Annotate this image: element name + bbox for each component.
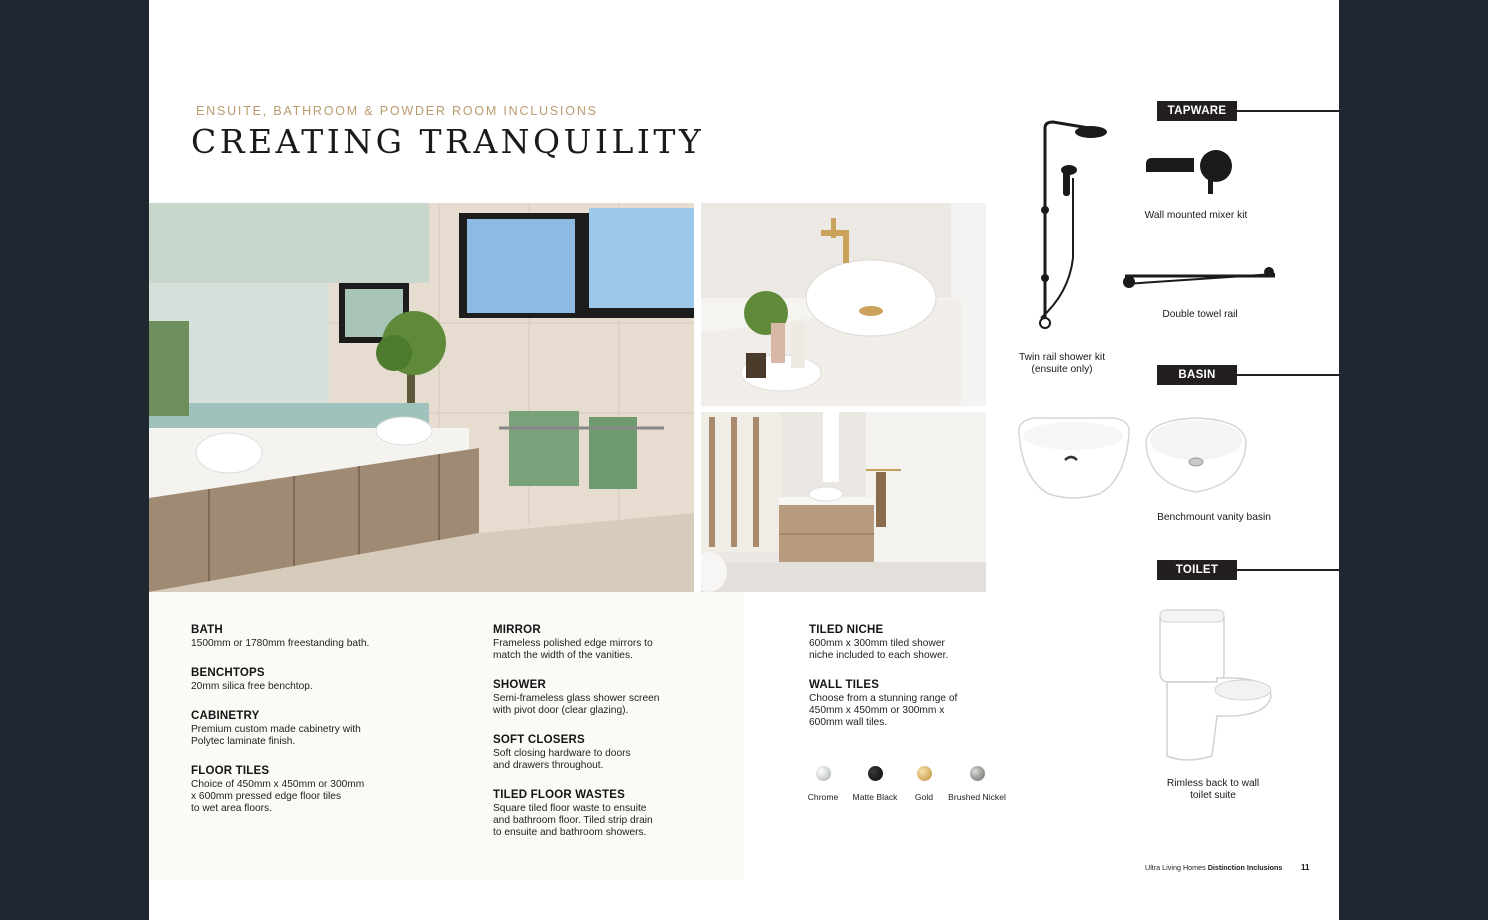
spec-heading: TILED NICHE xyxy=(809,624,884,636)
footer-doc-title: Distinction Inclusions xyxy=(1207,863,1283,872)
spec-soft-closers xyxy=(493,734,631,772)
brochure-page xyxy=(149,0,1339,920)
spec-heading: CABINETRY xyxy=(191,710,260,722)
round-basin-image xyxy=(1143,414,1249,496)
matte-black-swatch-dot xyxy=(868,766,883,781)
category-tag-tapware: TAPWARE xyxy=(1157,101,1237,121)
product-label-wall-mixer: Wall mounted mixer kit xyxy=(1144,210,1248,221)
spec-body: Square tiled floor waste to ensuite and bathroom floor. Tiled strip drain to ensuite and bathroom showers. xyxy=(493,803,653,838)
spec-benchtops xyxy=(191,667,313,693)
spec-tiled-floor-wastes xyxy=(493,789,653,839)
finish-label: Gold xyxy=(914,792,934,802)
category-line-basin xyxy=(1237,374,1339,376)
finish-swatch-brushed-nickel xyxy=(937,766,1017,802)
ensuite-photo xyxy=(701,412,986,592)
finish-label: Brushed Nickel xyxy=(948,792,1006,802)
footer-brand: Ultra Living Homes xyxy=(1145,863,1206,872)
product-label-toilet-suite: Rimless back to wall toilet suite xyxy=(1166,778,1260,801)
spec-mirror xyxy=(493,624,653,662)
rectangular-basin-image xyxy=(1013,414,1135,502)
product-label-shower-kit: Twin rail shower kit (ensuite only) xyxy=(1018,352,1106,375)
basin-detail-photo xyxy=(701,203,986,406)
category-tag-toilet: TOILET xyxy=(1157,560,1237,580)
toilet-suite-image xyxy=(1157,606,1277,766)
spec-heading: FLOOR TILES xyxy=(191,765,270,777)
spec-body: Choice of 450mm x 450mm or 300mm x 600mm pressed edge floor tiles to wet area floors. xyxy=(191,779,365,814)
spec-body: Semi-frameless glass shower screen with pivot door (clear glazing). xyxy=(493,693,660,716)
category-line-toilet xyxy=(1237,569,1339,571)
main-bathroom-photo xyxy=(149,203,694,592)
finish-label: Chrome xyxy=(807,792,839,802)
spec-shower xyxy=(493,679,659,717)
spec-body: 20mm silica free benchtop. xyxy=(191,681,313,692)
spec-tiled-niche xyxy=(809,624,948,662)
spec-body: Frameless polished edge mirrors to match the width of the vanities. xyxy=(493,638,653,661)
product-label-towel-rail: Double towel rail xyxy=(1162,309,1238,320)
spec-heading: SHOWER xyxy=(493,679,546,691)
chrome-swatch-dot xyxy=(816,766,831,781)
spec-heading: MIRROR xyxy=(493,624,541,636)
page-title: CREATING TRANQUILITY xyxy=(191,122,705,161)
shower-kit-image xyxy=(1029,118,1109,338)
category-tag-basin: BASIN xyxy=(1157,365,1237,385)
spec-body: 1500mm or 1780mm freestanding bath. xyxy=(191,638,370,649)
spec-heading: TILED FLOOR WASTES xyxy=(493,789,626,801)
spec-body: Premium custom made cabinetry with Polytec laminate finish. xyxy=(191,724,361,747)
finish-label: Matte Black xyxy=(852,792,898,802)
spec-wall-tiles xyxy=(809,679,957,729)
gold-swatch-dot xyxy=(917,766,932,781)
spec-body: 600mm x 300mm tiled shower niche included to each shower. xyxy=(809,638,949,661)
spec-body: Soft closing hardware to doors and drawers throughout. xyxy=(493,748,631,771)
spec-cabinetry xyxy=(191,710,361,748)
footer-credit xyxy=(1145,863,1282,872)
brushed-nickel-swatch-dot xyxy=(970,766,985,781)
spec-heading: BENCHTOPS xyxy=(191,667,265,679)
towel-rail-image xyxy=(1119,262,1281,298)
product-label-vanity-basin: Benchmount vanity basin xyxy=(1157,512,1271,523)
category-line-tapware xyxy=(1237,110,1339,112)
section-kicker: ENSUITE, BATHROOM & POWDER ROOM INCLUSIONS xyxy=(196,104,598,118)
spec-floor-tiles xyxy=(191,765,364,815)
spec-heading: WALL TILES xyxy=(809,679,880,691)
wall-mixer-image xyxy=(1144,144,1239,194)
page-number: 11 xyxy=(1301,863,1310,872)
spec-body: Choose from a stunning range of 450mm x 450mm or 300mm x 600mm wall tiles. xyxy=(809,693,958,728)
spec-heading: SOFT CLOSERS xyxy=(493,734,585,746)
spec-heading: BATH xyxy=(191,624,223,636)
spec-bath xyxy=(191,624,369,650)
